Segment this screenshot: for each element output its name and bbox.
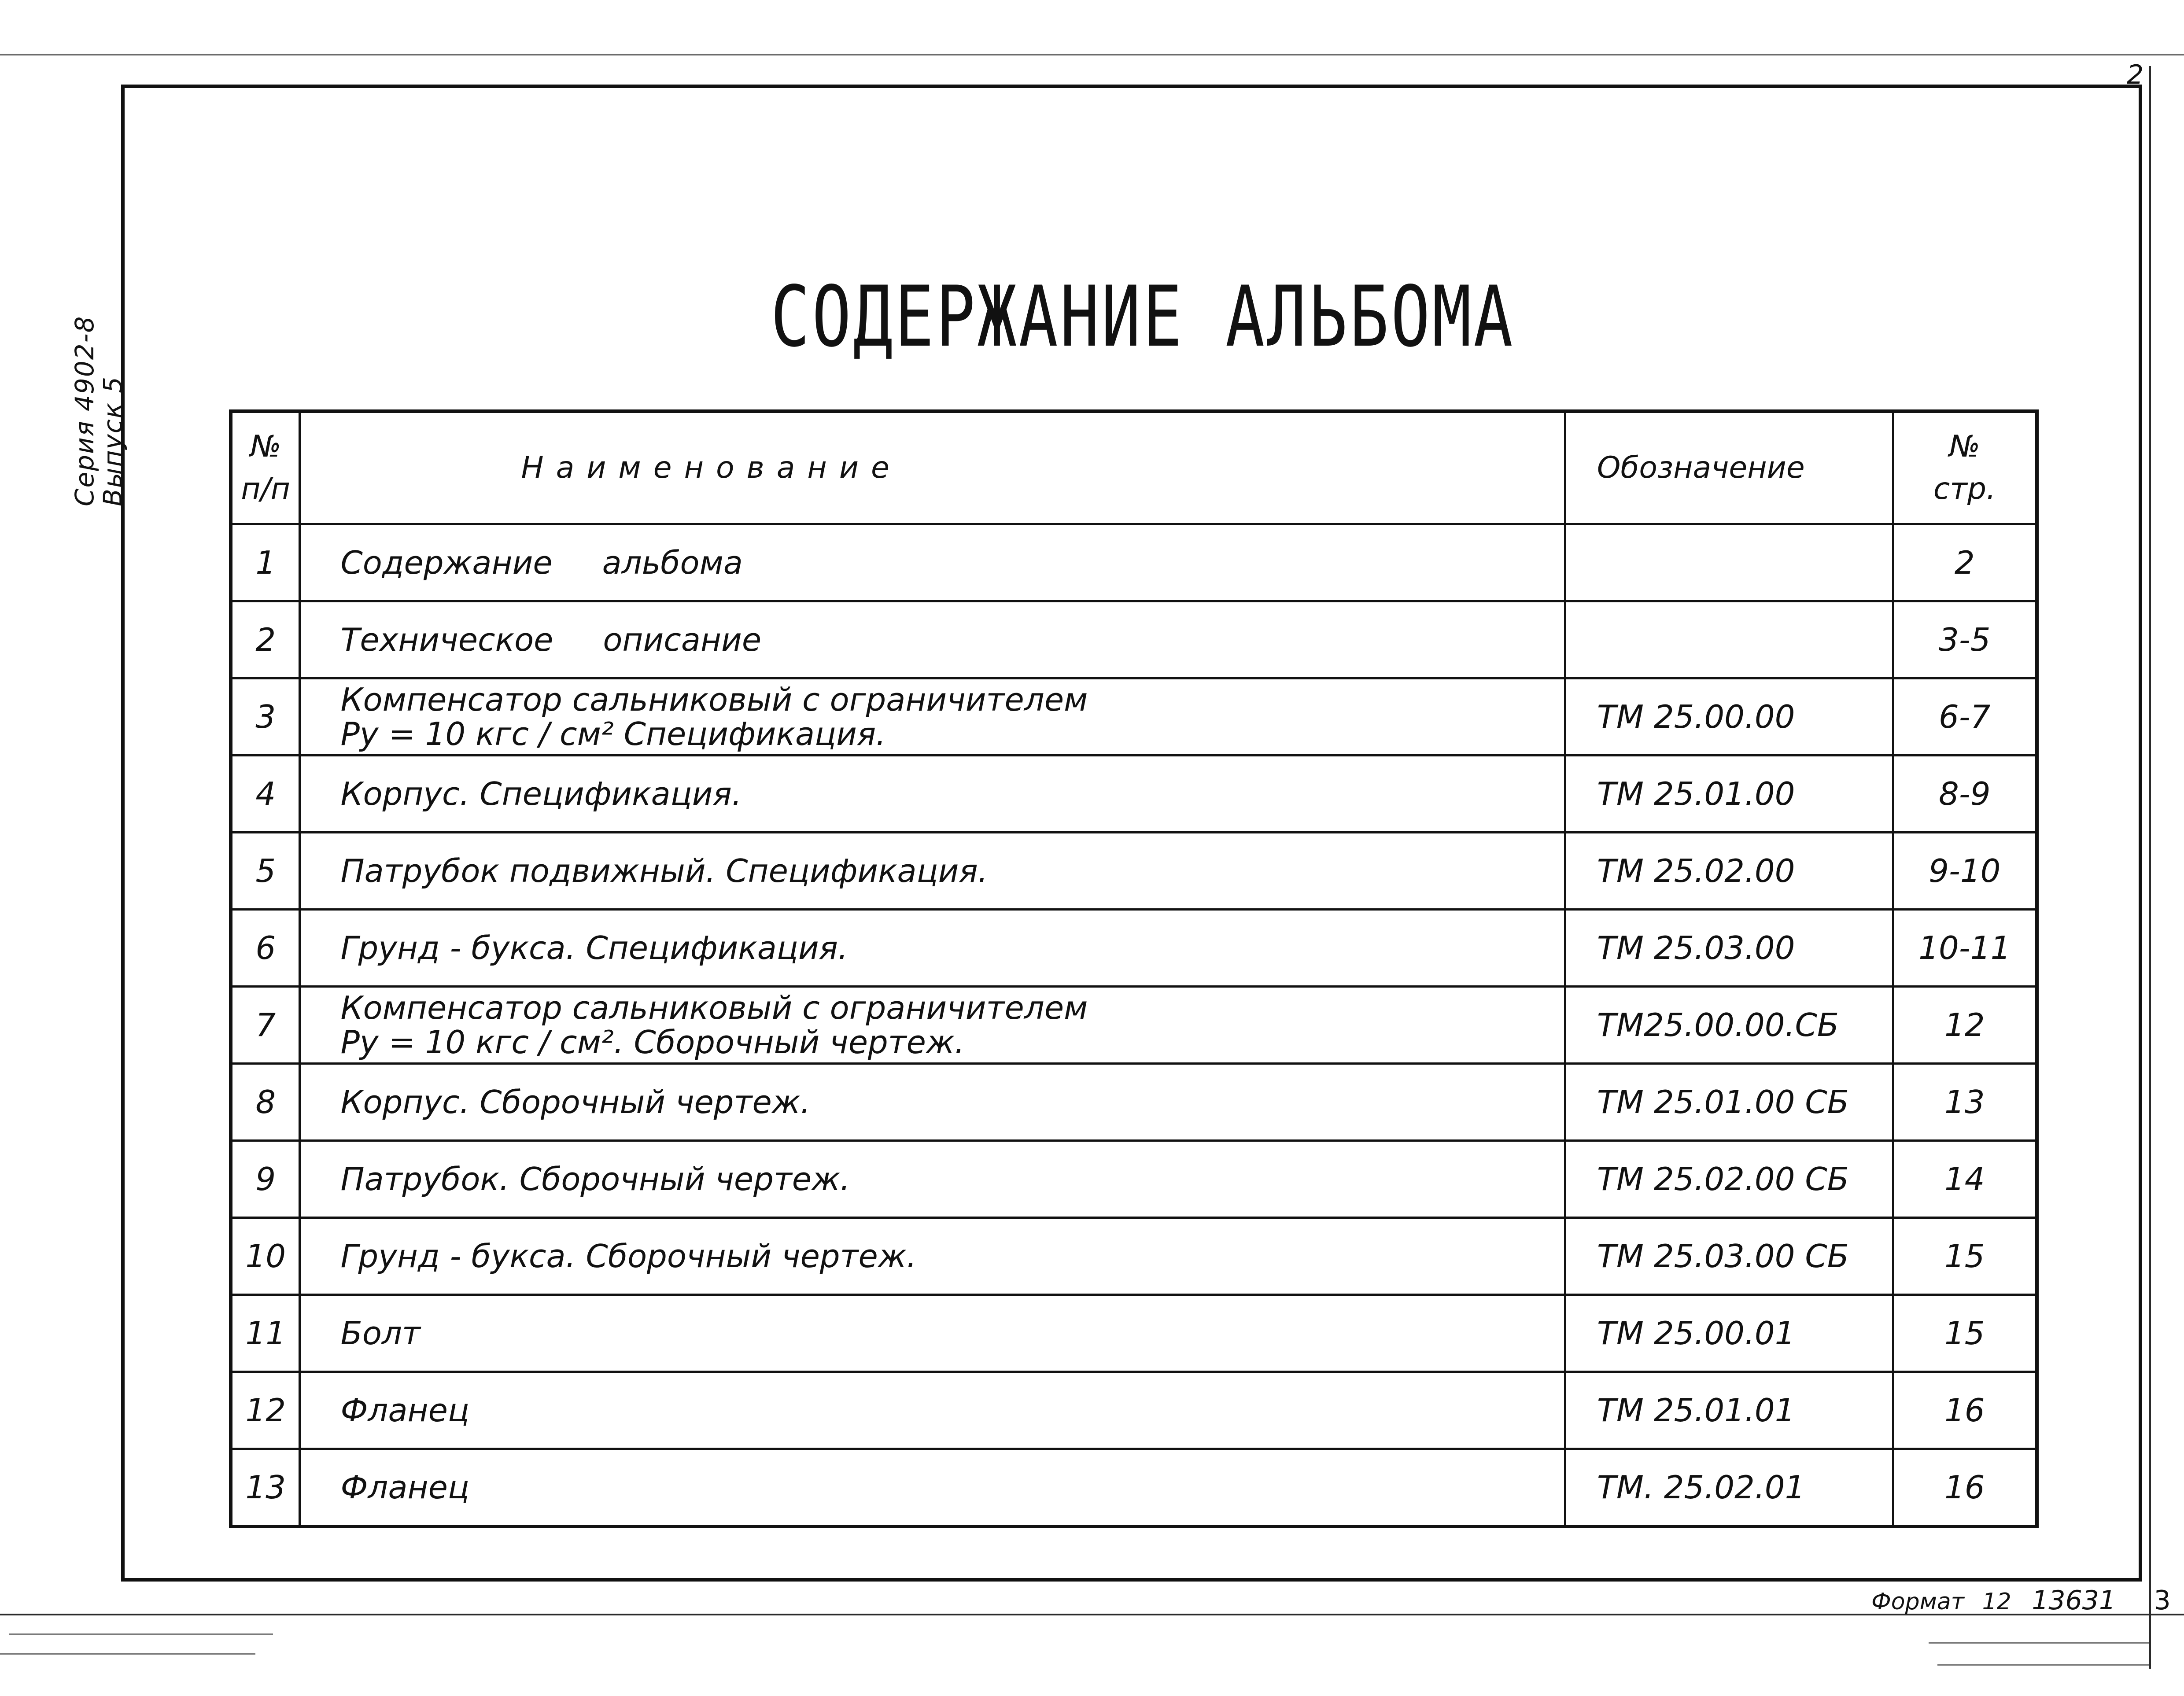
row-name-line: Корпус. Спецификация. <box>340 775 742 812</box>
row-name <box>300 910 1565 987</box>
scan-top-line <box>0 54 2184 55</box>
header-page-line2: стр. <box>1933 472 1996 506</box>
row-designation: ТМ 25.01.00 СБ <box>1565 1064 1893 1141</box>
table-row <box>231 1372 2037 1449</box>
row-pages: 15 <box>1893 1295 2037 1372</box>
row-designation: ТМ 25.00.01 <box>1565 1295 1893 1372</box>
table-row <box>231 833 2037 910</box>
row-designation: ТМ 25.01.00 <box>1565 756 1893 833</box>
row-number: 1 <box>231 524 300 601</box>
scan-dash <box>0 1653 255 1655</box>
row-name <box>300 833 1565 910</box>
header-name: Наименование <box>300 411 1565 524</box>
row-name-line: Компенсатор сальниковый с ограничителем <box>340 989 1088 1026</box>
table-row <box>231 601 2037 678</box>
row-number: 7 <box>231 987 300 1064</box>
row-designation <box>1565 601 1893 678</box>
row-name-line: Патрубок. Сборочный чертеж. <box>340 1161 850 1198</box>
row-pages: 16 <box>1893 1449 2037 1527</box>
row-designation: ТМ. 25.02.01 <box>1565 1449 1893 1527</box>
row-number: 10 <box>231 1218 300 1295</box>
series-label-line2: Выпуск 5 <box>98 376 128 506</box>
row-name <box>300 1064 1565 1141</box>
header-number-line2: п/п <box>241 472 291 506</box>
row-designation: ТМ 25.02.00 <box>1565 833 1893 910</box>
header-page-line1: № <box>1949 429 1981 464</box>
row-name-line: Грунд - букса. Сборочный чертеж. <box>340 1238 917 1275</box>
document-number: 13631 <box>2032 1585 2116 1616</box>
row-number: 9 <box>231 1141 300 1218</box>
table-row <box>231 1295 2037 1372</box>
row-pages: 8-9 <box>1893 756 2037 833</box>
series-label-line1: Серия 4902-8 <box>70 315 100 506</box>
row-name-line: Болт <box>340 1315 421 1352</box>
row-name-line: Техническое описание <box>340 621 762 658</box>
scan-dash <box>1937 1664 2149 1666</box>
row-name-line: Фланец <box>340 1392 469 1429</box>
row-number: 12 <box>231 1372 300 1449</box>
row-name <box>300 1295 1565 1372</box>
scan-bottom-line <box>0 1614 2184 1615</box>
table-row <box>231 910 2037 987</box>
table-header-row <box>231 411 2037 524</box>
row-name <box>300 1449 1565 1527</box>
scan-dash <box>9 1633 273 1635</box>
row-name <box>300 756 1565 833</box>
row-designation: ТМ 25.03.00 <box>1565 910 1893 987</box>
table-row <box>231 1064 2037 1141</box>
format-value: 12 <box>1982 1589 2011 1615</box>
row-name-line: Патрубок подвижный. Спецификация. <box>340 852 988 889</box>
row-number: 11 <box>231 1295 300 1372</box>
header-designation: Обозначение <box>1565 411 1893 524</box>
row-name <box>300 1141 1565 1218</box>
row-number: 2 <box>231 601 300 678</box>
row-pages: 15 <box>1893 1218 2037 1295</box>
row-name <box>300 678 1565 756</box>
row-number: 8 <box>231 1064 300 1141</box>
row-designation: ТМ 25.00.00 <box>1565 678 1893 756</box>
row-number: 13 <box>231 1449 300 1527</box>
row-name-line: Корпус. Сборочный чертеж. <box>340 1084 811 1121</box>
series-label <box>70 315 128 506</box>
row-designation: ТМ 25.02.00 СБ <box>1565 1141 1893 1218</box>
row-name <box>300 987 1565 1064</box>
table-row <box>231 524 2037 601</box>
row-designation: ТМ25.00.00.СБ <box>1565 987 1893 1064</box>
row-number: 3 <box>231 678 300 756</box>
table-row <box>231 1218 2037 1295</box>
row-pages: 16 <box>1893 1372 2037 1449</box>
row-name-line: Ру = 10 кгс / см². Сборочный чертеж. <box>340 1024 965 1061</box>
row-name-line: Компенсатор сальниковый с ограничителем <box>340 681 1088 718</box>
row-name-line: Фланец <box>340 1469 469 1506</box>
row-name-line: Грунд - букса. Спецификация. <box>340 929 848 966</box>
contents-table <box>229 409 2039 1528</box>
row-designation: ТМ 25.03.00 СБ <box>1565 1218 1893 1295</box>
row-pages: 13 <box>1893 1064 2037 1141</box>
row-pages: 2 <box>1893 524 2037 601</box>
row-name-line: Ру = 10 кгс / см² Спецификация. <box>340 715 886 752</box>
scan-dash <box>1929 1642 2149 1644</box>
row-designation <box>1565 524 1893 601</box>
row-name <box>300 1218 1565 1295</box>
row-designation: ТМ 25.01.01 <box>1565 1372 1893 1449</box>
row-pages: 10-11 <box>1893 910 2037 987</box>
scan-right-line <box>2149 66 2151 1669</box>
row-pages: 6-7 <box>1893 678 2037 756</box>
table-row <box>231 756 2037 833</box>
footer-sheet-number: 3 <box>2154 1585 2171 1616</box>
page-title: СОДЕРЖАНИЕ АЛЬБОМА <box>771 268 1515 365</box>
row-pages: 9-10 <box>1893 833 2037 910</box>
row-pages: 12 <box>1893 987 2037 1064</box>
table-row <box>231 1449 2037 1527</box>
row-name <box>300 601 1565 678</box>
row-pages: 14 <box>1893 1141 2037 1218</box>
row-name-line: Содержание альбома <box>340 544 743 581</box>
header-page <box>1893 411 2037 524</box>
row-name <box>300 524 1565 601</box>
sheet-number: 2 <box>2127 59 2144 90</box>
header-number <box>231 411 300 524</box>
row-number: 6 <box>231 910 300 987</box>
table-row <box>231 678 2037 756</box>
format-stamp <box>1871 1587 2171 1615</box>
row-number: 5 <box>231 833 300 910</box>
header-number-line1: № <box>250 429 281 464</box>
row-pages: 3-5 <box>1893 601 2037 678</box>
row-number: 4 <box>231 756 300 833</box>
row-name <box>300 1372 1565 1449</box>
table-row <box>231 1141 2037 1218</box>
table-row <box>231 987 2037 1064</box>
format-label: Формат <box>1871 1589 1964 1615</box>
